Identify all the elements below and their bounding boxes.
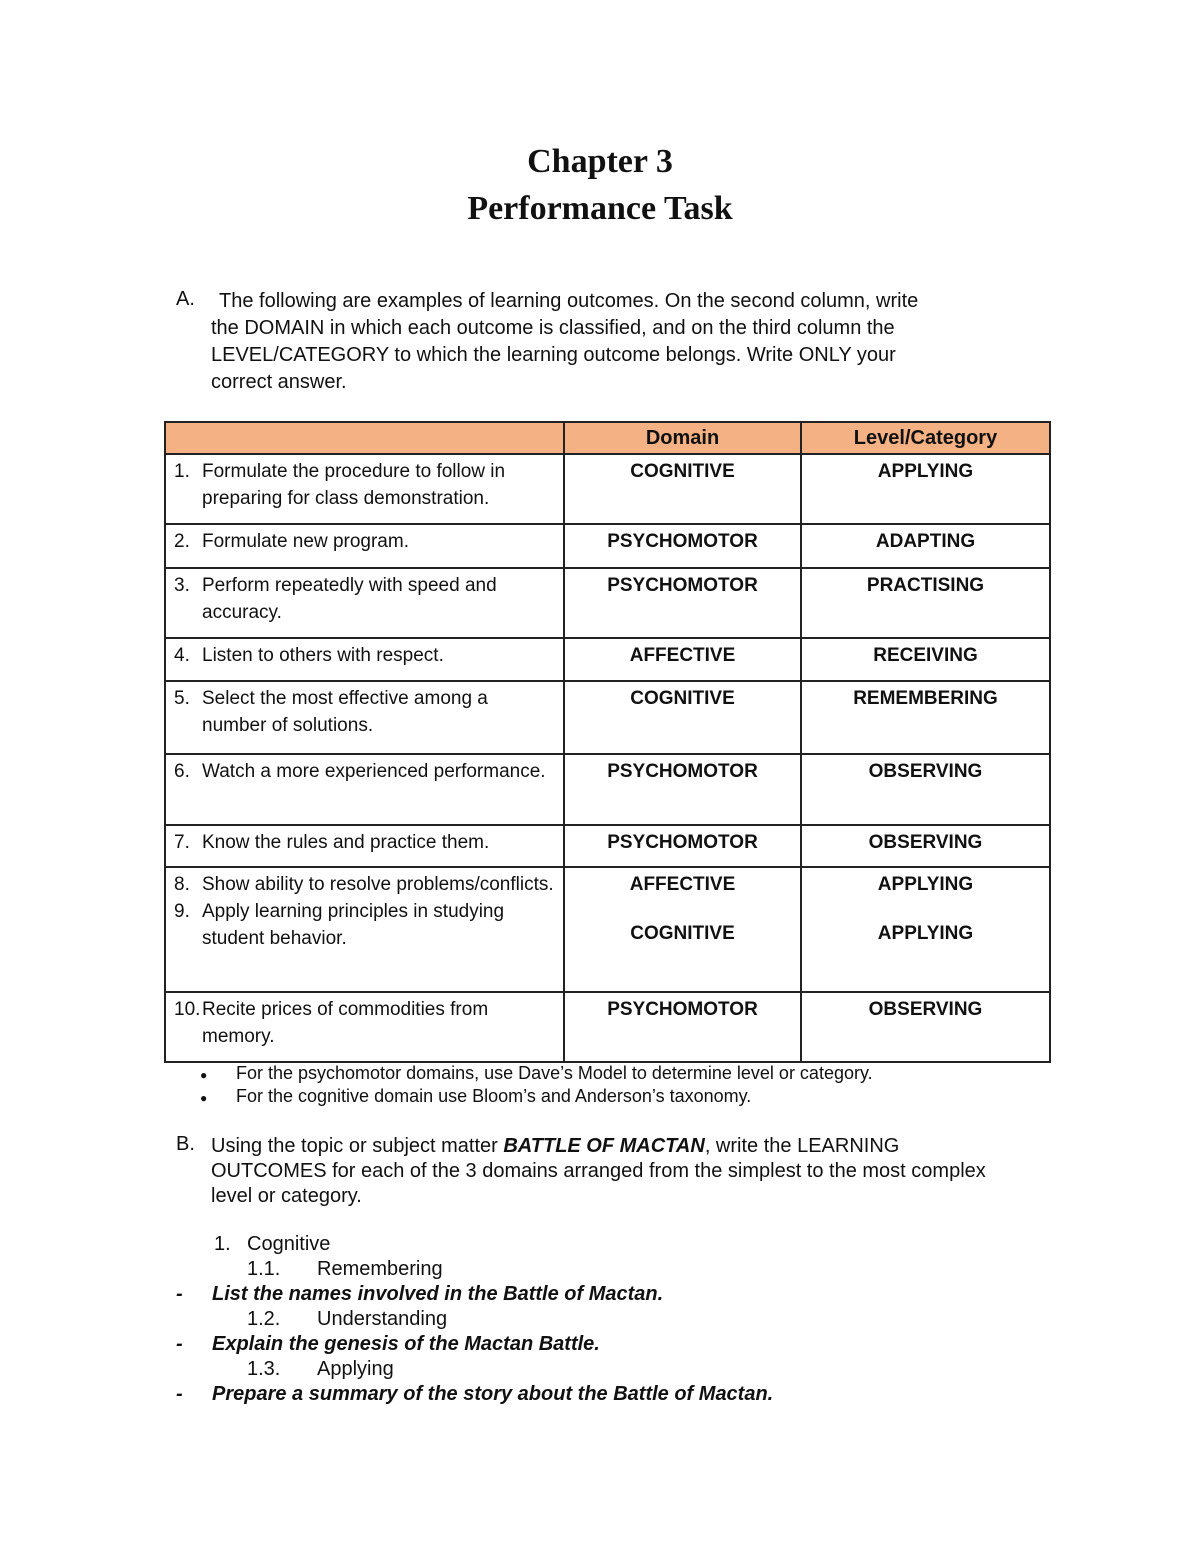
row-domain: PSYCHOMOTOR (607, 575, 758, 596)
row-number: 10. (174, 999, 201, 1020)
row-outcome: Formulate new program. (202, 531, 409, 552)
part-a-line-2: the DOMAIN in which each outcome is classified, and on the third column the (211, 317, 895, 339)
level-label: Remembering (317, 1258, 443, 1280)
domain-number: 1. (214, 1233, 231, 1255)
row-outcome: Show ability to resolve problems/conflicts. (202, 874, 554, 895)
row-number: 4. (174, 645, 190, 666)
table-row (165, 681, 1050, 754)
table-row (165, 825, 1050, 867)
row-domain: COGNITIVE (630, 461, 735, 482)
row-outcome: Recite prices of commodities from memory. (202, 999, 489, 1047)
table-row (165, 524, 1050, 568)
row-domain: AFFECTIVE (629, 645, 736, 666)
row-level: APPLYING (877, 874, 974, 895)
row-number: 8. (174, 874, 190, 895)
dash-marker: - (176, 1333, 183, 1355)
part-b-topic: BATTLE OF MACTAN (503, 1135, 705, 1157)
chapter-title: Chapter 3 (527, 143, 673, 180)
part-b-text: , write the LEARNING (704, 1135, 900, 1157)
row-level: OBSERVING (868, 832, 983, 853)
row-outcome: Perform repeatedly with speed and accuracy. (202, 575, 497, 623)
part-a-line-4: correct answer. (211, 371, 347, 393)
row-outcome: Formulate the procedure to follow in preparing for class demonstration. (202, 461, 506, 509)
table-header-row (165, 422, 1050, 454)
row-domain: AFFECTIVE (629, 874, 736, 895)
bullet-icon: ● (200, 1091, 208, 1105)
part-b-line-2: OUTCOMES for each of the 3 domains arranged from the simplest to the most complex (211, 1160, 986, 1182)
row-number: 9. (174, 901, 190, 922)
dash-marker: - (176, 1383, 183, 1405)
row-level: APPLYING (877, 923, 974, 944)
header-outcome (165, 422, 564, 454)
row-domain: PSYCHOMOTOR (607, 531, 758, 552)
row-domain: COGNITIVE (630, 923, 735, 944)
outcomes-table (164, 421, 1051, 1063)
table-row (165, 992, 1050, 1062)
row-outcome: Select the most effective among a number of solutions. (202, 688, 488, 736)
row-domain: PSYCHOMOTOR (607, 999, 758, 1020)
learning-outcome-answer: List the names involved in the Battle of Mactan. (212, 1283, 664, 1305)
note-cognitive: For the cognitive domain use Bloom’s and Anderson’s taxonomy. (236, 1086, 752, 1106)
table-row (165, 454, 1050, 524)
row-outcome: Listen to others with respect. (202, 645, 444, 666)
table-row (165, 638, 1050, 681)
level-label: Understanding (317, 1308, 448, 1330)
domain-label: Cognitive (247, 1233, 331, 1255)
row-number: 1. (174, 461, 190, 482)
row-level: OBSERVING (868, 999, 983, 1020)
level-number: 1.2. (247, 1308, 281, 1330)
row-number: 3. (174, 575, 190, 596)
task-title: Performance Task (467, 190, 733, 227)
bullet-icon: ● (200, 1068, 208, 1082)
header-level: Level/Category (801, 422, 1050, 454)
row-level: APPLYING (877, 461, 974, 482)
part-a-line-3: LEVEL/CATEGORY to which the learning outcome belongs. Write ONLY your (211, 344, 896, 366)
row-level: OBSERVING (868, 761, 983, 782)
dash-marker: - (176, 1283, 183, 1305)
row-outcome: Watch a more experienced performance. (202, 761, 546, 782)
header-domain: Domain (564, 422, 801, 454)
row-number: 7. (174, 832, 190, 853)
part-b-line-3: level or category. (211, 1185, 362, 1207)
row-domain: PSYCHOMOTOR (607, 761, 758, 782)
part-a-line-1: The following are examples of learning outcomes. On the second column, write (219, 290, 919, 312)
row-level: ADAPTING (875, 531, 976, 552)
row-number: 6. (174, 761, 190, 782)
level-number: 1.1. (247, 1258, 281, 1280)
note-psychomotor: For the psychomotor domains, use Dave’s Model to determine level or category. (236, 1063, 873, 1083)
row-level: RECEIVING (873, 645, 978, 666)
table-row (165, 867, 1050, 992)
part-b-marker: B. (176, 1133, 195, 1155)
row-outcome: Know the rules and practice them. (202, 832, 490, 853)
level-label: Applying (317, 1358, 394, 1380)
table-row (165, 568, 1050, 638)
table-row (165, 754, 1050, 825)
learning-outcome-answer: Prepare a summary of the story about the Battle of Mactan. (212, 1383, 774, 1405)
part-b-line-1 (211, 1133, 899, 1160)
row-number: 2. (174, 531, 190, 552)
level-number: 1.3. (247, 1358, 281, 1380)
part-b-text: Using the topic or subject matter (211, 1135, 504, 1157)
row-level: PRACTISING (866, 575, 985, 596)
row-number: 5. (174, 688, 190, 709)
learning-outcome-answer: Explain the genesis of the Mactan Battle. (212, 1333, 600, 1355)
row-outcome: Apply learning principles in studying student behavior. (202, 901, 505, 949)
part-a-marker: A. (176, 288, 195, 310)
row-domain: PSYCHOMOTOR (607, 832, 758, 853)
row-level: REMEMBERING (853, 688, 998, 709)
row-domain: COGNITIVE (630, 688, 735, 709)
